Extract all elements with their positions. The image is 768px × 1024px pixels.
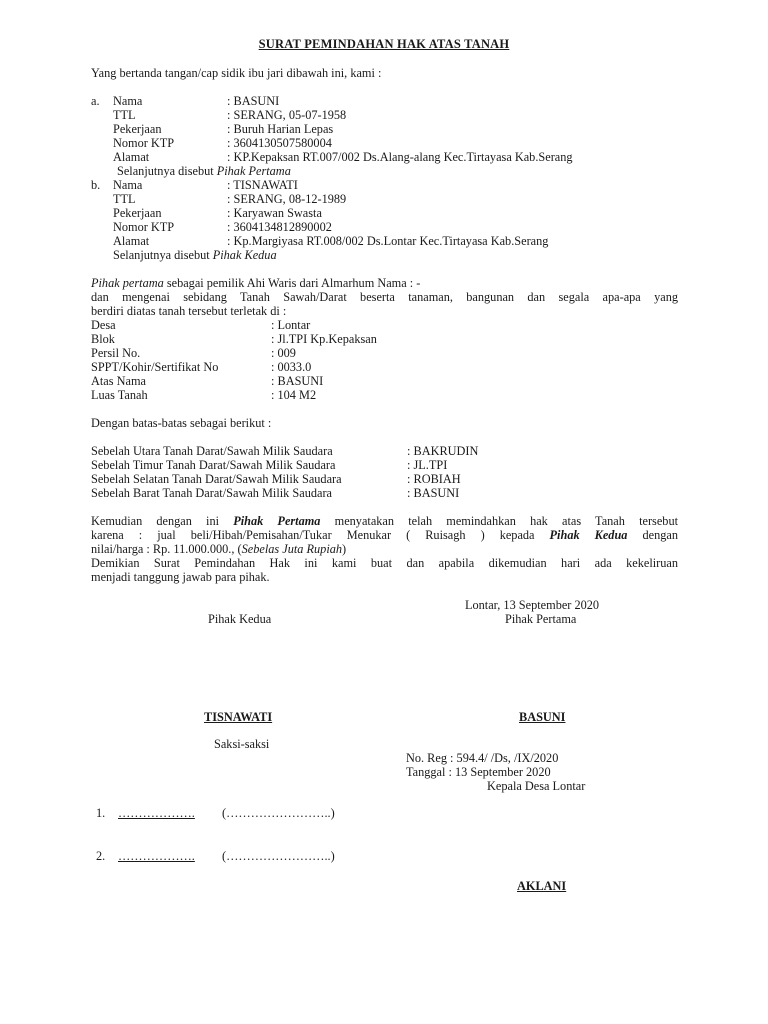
heir-italic: Pihak pertama	[91, 276, 164, 290]
pihak-kedua-emphasis: Pihak Kedua	[549, 528, 628, 542]
registration-date: Tanggal : 13 September 2020	[406, 765, 551, 779]
heir-statement	[91, 276, 420, 290]
signature-right-role: Pihak Pertama	[505, 612, 577, 626]
field-value: : TISNAWATI	[227, 178, 298, 192]
field-value: : BASUNI	[271, 374, 324, 388]
transfer-text: menyatakan telah memindahkan hak atas Tanah tersebut	[320, 514, 679, 528]
witness-row	[0, 806, 768, 820]
document-title: SURAT PEMINDAHAN HAK ATAS TANAH	[258, 37, 510, 51]
land-field	[0, 388, 768, 402]
field-label: Atas Nama	[91, 374, 146, 388]
field-label: Nomor KTP	[113, 220, 175, 234]
witness-signature-line: ……………….	[118, 849, 195, 863]
field-value: : Jl.TPI Kp.Kepaksan	[271, 332, 377, 346]
party-b-field	[0, 234, 768, 248]
signature-left-name: TISNAWATI	[204, 710, 273, 724]
place-date: Lontar, 13 September 2020	[465, 598, 600, 612]
party-a-referred	[117, 164, 291, 178]
field-label: SPPT/Kohir/Sertifikat No	[91, 360, 219, 374]
party-a-field	[0, 150, 768, 164]
heir-rest: sebagai pemilik Ahi Waris dari Almarhum Nama : -	[163, 276, 421, 290]
witness-name-blank: (……………………..)	[222, 806, 335, 820]
land-field	[0, 360, 768, 374]
registration-number: No. Reg : 594.4/ /Ds, /IX/2020	[406, 751, 559, 765]
border-row	[0, 444, 768, 458]
land-field	[0, 374, 768, 388]
closing-line-1: Demikian Surat Pemindahan Hak ini kami buat dan apabila dikemudian hari ada kekeliruan	[91, 556, 678, 570]
field-label: Nama	[113, 178, 143, 192]
field-value: : 0033.0	[271, 360, 312, 374]
field-label: Nama	[113, 94, 143, 108]
party-b-referred	[113, 248, 277, 262]
party-b-letter: b.	[91, 178, 101, 192]
transfer-text: nilai/harga : Rp. 11.000.000., (	[91, 542, 242, 556]
witness-signature-line: ……………….	[118, 806, 195, 820]
witness-name-blank: (……………………..)	[222, 849, 335, 863]
field-value: : BASUNI	[227, 94, 280, 108]
field-label: Alamat	[113, 150, 150, 164]
border-label: Sebelah Timur Tanah Darat/Sawah Milik Saudara	[91, 458, 336, 472]
field-label: Luas Tanah	[91, 388, 148, 402]
field-value: : 3604134812890002	[227, 220, 332, 234]
transfer-text: dengan	[627, 528, 678, 542]
village-head-title: Kepala Desa Lontar	[487, 779, 586, 793]
field-label: Alamat	[113, 234, 150, 248]
referred-as: Pihak Pertama	[216, 164, 291, 178]
field-value: : KP.Kepaksan RT.007/002 Ds.Alang-alang Kec.Tirtayasa Kab.Serang	[227, 150, 573, 164]
referred-prefix: Selanjutnya disebut	[113, 248, 210, 262]
witness-title: Saksi-saksi	[214, 737, 270, 751]
field-value: : Buruh Harian Lepas	[227, 122, 334, 136]
transfer-line-3	[91, 542, 346, 556]
party-a-field	[0, 108, 768, 122]
field-value: : Lontar	[271, 318, 311, 332]
field-value: : Karyawan Swasta	[227, 206, 322, 220]
pihak-pertama-emphasis: Pihak Pertama	[233, 514, 321, 528]
land-field	[0, 346, 768, 360]
party-b-field	[0, 206, 768, 220]
party-a-field	[0, 136, 768, 150]
referred-as: Pihak Kedua	[212, 248, 277, 262]
land-field	[0, 332, 768, 346]
border-row	[0, 486, 768, 500]
party-a-field	[0, 94, 768, 108]
field-label: Desa	[91, 318, 116, 332]
party-b-field	[0, 178, 768, 192]
border-label: Sebelah Selatan Tanah Darat/Sawah Milik Saudara	[91, 472, 342, 486]
field-value: : 009	[271, 346, 296, 360]
land-description-line: dan mengenai sebidang Tanah Sawah/Darat beserta tanaman, bangunan dan segala apa-apa yang	[91, 290, 678, 304]
closing-line-2: menjadi tanggung jawab para pihak.	[91, 570, 270, 584]
borders-intro: Dengan batas-batas sebagai berikut :	[91, 416, 272, 430]
field-label: Pekerjaan	[113, 206, 162, 220]
border-label: Sebelah Utara Tanah Darat/Sawah Milik Saudara	[91, 444, 333, 458]
transfer-line-1	[91, 514, 678, 528]
transfer-text: )	[342, 542, 347, 556]
field-label: Nomor KTP	[113, 136, 175, 150]
border-value: : BASUNI	[407, 486, 460, 500]
field-label: Persil No.	[91, 346, 141, 360]
witness-number: 1.	[96, 806, 106, 820]
land-field	[0, 318, 768, 332]
village-head-name: AKLANI	[517, 879, 567, 893]
border-value: : BAKRUDIN	[407, 444, 479, 458]
border-row	[0, 458, 768, 472]
transfer-line-2	[91, 528, 678, 542]
witness-number: 2.	[96, 849, 106, 863]
party-a-letter: a.	[91, 94, 100, 108]
transfer-text: Kemudian dengan ini	[91, 514, 234, 528]
field-label: Pekerjaan	[113, 122, 162, 136]
price-in-words: Sebelas Juta Rupiah	[241, 542, 343, 556]
signature-left-role: Pihak Kedua	[208, 612, 272, 626]
field-value: : SERANG, 05-07-1958	[227, 108, 347, 122]
party-b-field	[0, 220, 768, 234]
field-label: Blok	[91, 332, 115, 346]
signature-right-name: BASUNI	[519, 710, 566, 724]
border-label: Sebelah Barat Tanah Darat/Sawah Milik Saudara	[91, 486, 333, 500]
party-a-field	[0, 122, 768, 136]
field-value: : 3604130507580004	[227, 136, 332, 150]
field-value: : Kp.Margiyasa RT.008/002 Ds.Lontar Kec.Tirtayasa Kab.Serang	[227, 234, 549, 248]
field-value: : SERANG, 08-12-1989	[227, 192, 347, 206]
border-value: : JL.TPI	[407, 458, 448, 472]
party-b-field	[0, 192, 768, 206]
field-label: TTL	[113, 192, 136, 206]
witness-row	[0, 849, 768, 863]
field-label: TTL	[113, 108, 136, 122]
border-row	[0, 472, 768, 486]
referred-prefix: Selanjutnya disebut	[117, 164, 214, 178]
land-description-line: berdiri diatas tanah tersebut terletak di :	[91, 304, 287, 318]
intro-text: Yang bertanda tangan/cap sidik ibu jari dibawah ini, kami :	[91, 66, 382, 80]
transfer-text: karena : jual beli/Hibah/Pemisahan/Tukar Menukar ( Ruisagh ) kepada	[91, 528, 550, 542]
border-value: : ROBIAH	[407, 472, 461, 486]
field-value: : 104 M2	[271, 388, 317, 402]
